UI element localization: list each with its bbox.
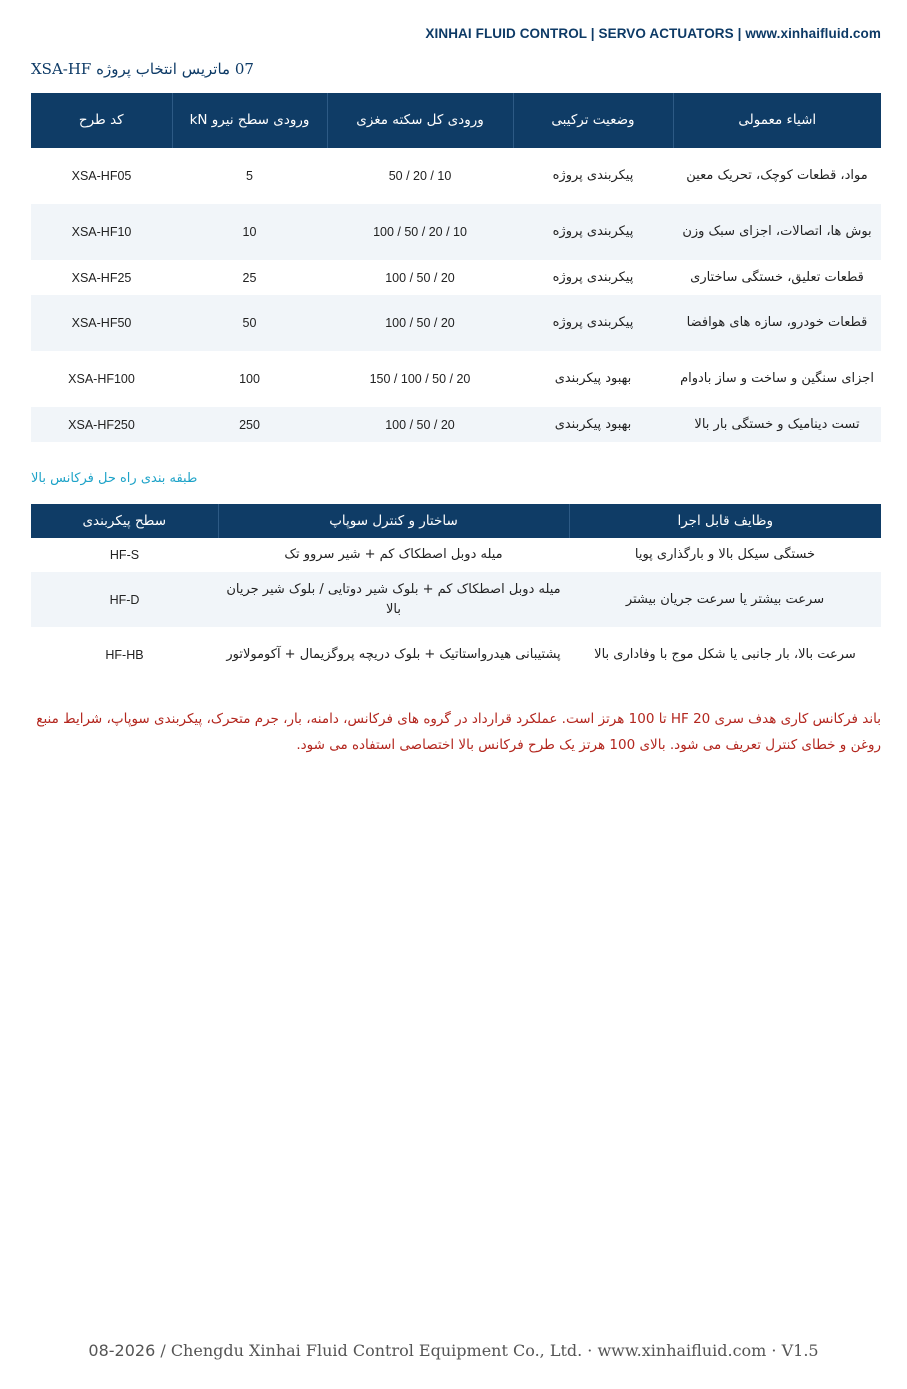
cell-tasks: سرعت بالا، بار جانبی یا شکل موج با وفاداری بالا [594, 646, 856, 662]
cell-force: 100 [239, 372, 260, 386]
cell-stroke: 20 / 50 / 100 [327, 295, 513, 351]
col-header-structure: ساختار و کنترل سوپاپ [218, 504, 569, 538]
table-row [31, 351, 881, 407]
cell-tasks: سرعت بیشتر یا سرعت جریان بیشتر [569, 572, 881, 627]
table-row [31, 407, 881, 442]
section-title: 07 ماتریس انتخاب پروژه XSA-HF [31, 60, 254, 78]
cell-status: بهبود پیکربندی [513, 407, 673, 442]
cell-objects: مواد، قطعات کوچک، تحریک معین [686, 168, 868, 183]
cell-stroke: 20 / 50 / 100 [385, 270, 455, 285]
table-row [31, 148, 881, 204]
cell-force: 250 [172, 407, 327, 442]
cell-tasks: خستگی سیکل بالا و بارگذاری پویا [634, 547, 816, 562]
frequency-note: باند فرکانس کاری هدف سری HF 20 تا 100 هرتز است. عملکرد قرارداد در گروه های فرکانس، دامنه، بار، جرم متحرک، پیکربندی سوپاپ، شرایط منبع روغن و خطای کنترل تعریف می شود. بالای 100 هرتز یک طرح فرکانس بالا اختصاصی استفاده می شود. [36, 711, 881, 753]
cell-objects: اجزای سنگین و ساخت و ساز بادوام [680, 371, 874, 386]
cell-code: XSA-HF100 [68, 372, 135, 386]
cell-objects: قطعات خودرو، سازه های هوافضا [673, 295, 881, 351]
section-subtitle: طبقه بندی راه حل فرکانس بالا [31, 471, 198, 486]
table-row [31, 204, 881, 260]
table-row [31, 627, 881, 682]
cell-level: HF-D [31, 572, 218, 627]
cell-code: XSA-HF10 [31, 204, 172, 260]
cell-objects: بوش ها، اتصالات، اجزای سبک وزن [673, 204, 881, 260]
cell-status: پیکربندی پروژه [513, 204, 673, 260]
cell-code: XSA-HF250 [31, 407, 172, 442]
cell-force: 10 [172, 204, 327, 260]
cell-status: پیکربندی پروژه [513, 295, 673, 351]
project-selection-table [31, 93, 881, 442]
cell-structure: پشتیبانی هیدرواستاتیک + بلوک دریچه پروگزیمال + آکومولاتور [226, 646, 561, 662]
cell-objects: تست دینامیک و خستگی بار بالا [673, 407, 881, 442]
table-header-row [31, 504, 881, 538]
table-row [31, 260, 881, 295]
cell-code: XSA-HF05 [71, 169, 132, 183]
cell-structure: میله دوبل اصطکاک کم + شیر سروو تک [284, 547, 503, 562]
page-footer [0, 1341, 907, 1360]
col-header-stroke: ورودی کل سکته مغزی [327, 93, 513, 148]
cell-force: 25 [242, 270, 257, 285]
cell-code: XSA-HF50 [31, 295, 172, 351]
cell-structure: میله دوبل اصطکاک کم + بلوک شیر دوتایی / بلوک شیر جریان بالا [218, 572, 569, 627]
table-header-row [31, 93, 881, 148]
cell-stroke: 10 / 20 / 50 [388, 169, 452, 183]
cell-objects: قطعات تعلیق، خستگی ساختاری [690, 269, 864, 285]
col-header-objects: اشیاء معمولی [673, 93, 881, 148]
cell-stroke: 10 / 20 / 50 / 100 [327, 204, 513, 260]
page-header: XINHAI FLUID CONTROL | SERVO ACTUATORS | www.xinhaifluid.com [425, 26, 881, 41]
table-row [31, 295, 881, 351]
cell-status: بهبود پیکربندی [554, 371, 632, 386]
col-header-status: وضعیت ترکیبی [513, 93, 673, 148]
cell-force: 50 [172, 295, 327, 351]
cell-code: XSA-HF25 [71, 270, 132, 285]
table-row [31, 538, 881, 572]
cell-stroke: 20 / 50 / 100 [327, 407, 513, 442]
footer-text: / Chengdu Xinhai Fluid Control Equipment Co., Ltd. · www.xinhaifluid.com · V1.5 [155, 1341, 819, 1360]
col-header-tasks: وظایف قابل اجرا [569, 504, 881, 538]
cell-stroke: 20 / 50 / 100 / 150 [369, 372, 471, 386]
col-header-force: ورودی سطح نیرو kN [172, 93, 327, 148]
cell-force: 5 [246, 169, 253, 183]
cell-status: پیکربندی پروژه [552, 168, 634, 183]
footer-date: 08-2026 [88, 1341, 156, 1360]
cell-level: HF-HB [105, 647, 144, 662]
high-frequency-solutions-table [31, 504, 881, 682]
cell-status: پیکربندی پروژه [552, 269, 634, 285]
col-header-level: سطح پیکربندی [31, 504, 218, 538]
cell-level: HF-S [109, 548, 140, 562]
col-header-code: کد طرح [31, 93, 172, 148]
table-row [31, 572, 881, 627]
